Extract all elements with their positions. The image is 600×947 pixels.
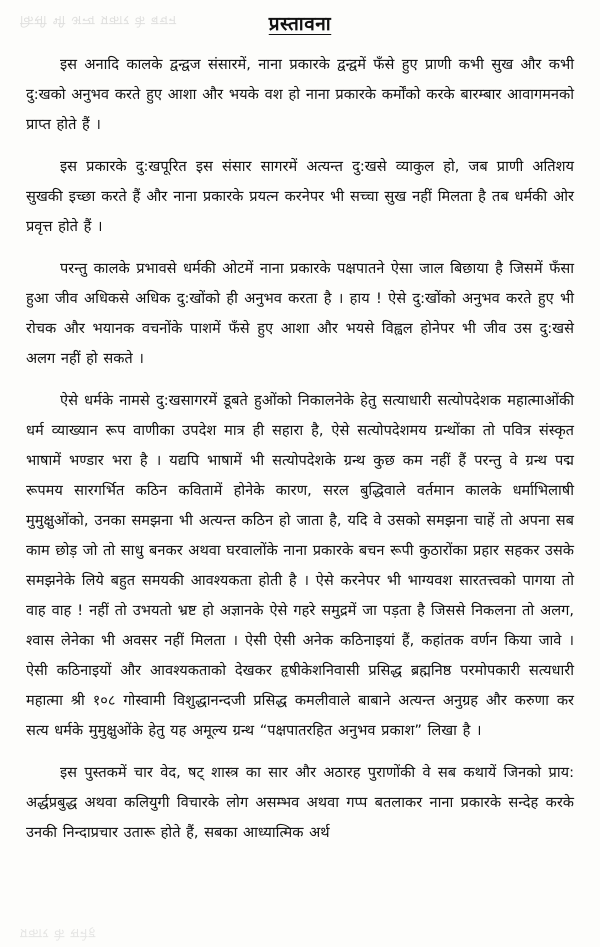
paper-bleedthrough-bottom: प्रकार के सनेह	[20, 925, 97, 940]
paragraph: इस पुस्तकमें चार वेद, षट् शास्त्र का सार और अठारह पुराणोंकी वे सब कथायें जिनको प्राय: अर्द्धप्रबुद्ध अथवा कलियुगी विचारके लोग असम्भव अथवा गप्प बतलाकर नाना प्रकारके सन्देह करके उनकी निन्दाप्रचार उतारू होते हैं, सबका आध्यात्मिक अर्थ	[26, 764, 574, 841]
paper-bleedthrough-top: किसी भी अन्य प्रकार के बचन	[20, 12, 177, 27]
paragraph: ऐसे धर्मके नामसे दु:खसागरमें डूबते हुओंको निकालनेके हेतु सत्याधारी सत्योपदेशक महात्माओंकी धर्म व्याख्यान रूप वाणीका उपदेश मात्र ही सहारा है, ऐसे सत्योपदेशमय ग्रन्थोंका तो पवित्र संस्कृत भाषामें भण्डार भरा है । यद्यपि भाषामें भी सत्योपदेशके ग्रन्थ कुछ कम नहीं हैं परन्तु वे ग्रन्थ पद्म रूपमय सारगर्भित कठिन कवितामें होनेके कारण, सरल बुद्धिवाले वर्तमान कालके धर्माभिलाषी मुमुक्षुओंको, उनका समझना भी अत्यन्त कठिन हो जाता है, यदि वे उसको समझना चाहें तो अपना सब काम छोड़ जो तो साधु बनकर अथवा घरवालोंके नाना प्रकारके बचन रूपी कुठारोंका प्रहार सहकर उसके समझनेके लिये बहुत समयकी आवश्यकता होती है । ऐसे करनेपर भी भाग्यवश सारतत्त्वको पागया तो वाह वाह ! नहीं तो उभयतो भ्रष्ट हो अज्ञानके ऐसे गहरे समुद्रमें जा पड़ता है जिससे निकलना तो अलग, श्वास लेनेका भी अवसर नहीं मिलता । ऐसी ऐसी अनेक कठिनाइयां हैं, कहांतक वर्णन किया जावे । ऐसी कठिनाइयों और आवश्यकताको देखकर हृषीकेशनिवासी प्रसिद्ध ब्रह्मनिष्ठ परमोपकारी सत्यधारी महात्मा श्री १०८ गोस्वामी विशुद्धानन्दजी प्रसिद्ध कमलीवाले बाबाने अत्यन्त अनुग्रह और करुणा कर सत्य धर्मके मुमुक्षुओंके हेतु यह अमूल्य ग्रन्थ “पक्षपातरहित अनुभव प्रकाश” लिखा है ।	[26, 392, 574, 739]
paragraph: परन्तु कालके प्रभावसे धर्मकी ओटमें नाना प्रकारके पक्षपातने ऐसा जाल बिछाया है जिसमें फँसा हुआ जीव अधिकसे अधिक दु:खोंको ही अनुभव करता है । हाय ! ऐसे दु:खोंको अनुभव करते हुए भी रोचक और भयानक वचनोंके पाशमें फँसे हुए आशा और भयसे विह्वल होनेपर भी जीव उस दु:खसे अलग नहीं हो सकते ।	[26, 260, 574, 367]
document-body	[26, 50, 574, 848]
paragraph: इस अनादि कालके द्वन्द्वज संसारमें, नाना प्रकारके द्वन्द्वमें फँसे हुए प्राणी कभी सुख और कभी दु:खको अनुभव करते हुए आशा और भयके वश हो नाना प्रकारके कर्मोंको करके बारम्बार आवागमनको प्राप्त होते हैं ।	[26, 56, 574, 133]
page-title: प्रस्तावना	[268, 13, 332, 35]
paragraph: इस प्रकारके दु:खपूरित इस संसार सागरमें अत्यन्त दु:खसे व्याकुल हो, जब प्राणी अतिशय सुखकी इच्छा करते हैं और नाना प्रकारके प्रयत्न करनेपर भी सच्चा सुख नहीं मिलता है तब धर्मकी ओर प्रवृत्त होते हैं ।	[26, 158, 574, 235]
